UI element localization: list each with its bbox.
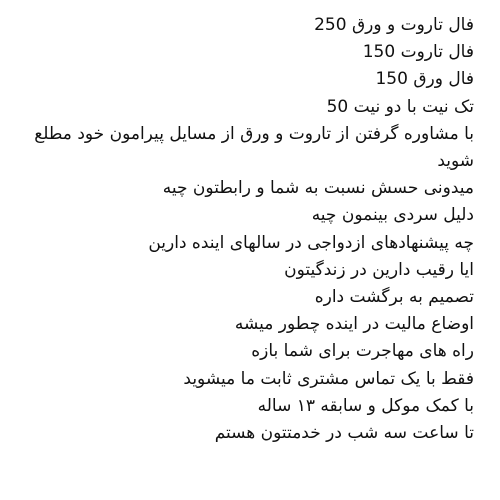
text-line: فقط با یک تماس مشتری ثابت ما میشوید <box>183 368 474 389</box>
text-line: میدونی حسش نسبت به شما و رابطتون چیه <box>162 178 474 199</box>
price-tarot-and-cards: فال تاروت و ورق 250 <box>314 15 474 35</box>
text-line: راه های مهاجرت برای شما بازه <box>251 341 474 362</box>
price-cards: فال ورق 150 <box>375 69 474 90</box>
text-line: دلیل سردی بینمون چیه <box>311 205 474 226</box>
price-single-intention: تک نیت با دو نیت 50 <box>326 96 474 117</box>
text-line: تصمیم به برگشت داره <box>314 287 474 308</box>
text-line: ایا رقیب دارین در زندگیتون <box>284 259 474 280</box>
text-line: شوید <box>437 151 474 172</box>
text-line: اوضاع مالیت در اینده چطور میشه <box>234 314 474 335</box>
message-text <box>8 12 474 447</box>
text-line: با مشاوره گرفتن از تاروت و ورق از مسایل پیرامون خود مطلع <box>34 123 474 144</box>
price-tarot: فال تاروت 150 <box>362 42 474 63</box>
text-line: چه پیشنهادهای ازدواجی در سالهای اینده دارین <box>148 232 474 253</box>
text-line: با کمک موکل و سابقه ۱۳ ساله <box>257 395 474 416</box>
text-line: تا ساعت سه شب در خدمتتون هستم <box>214 423 474 444</box>
